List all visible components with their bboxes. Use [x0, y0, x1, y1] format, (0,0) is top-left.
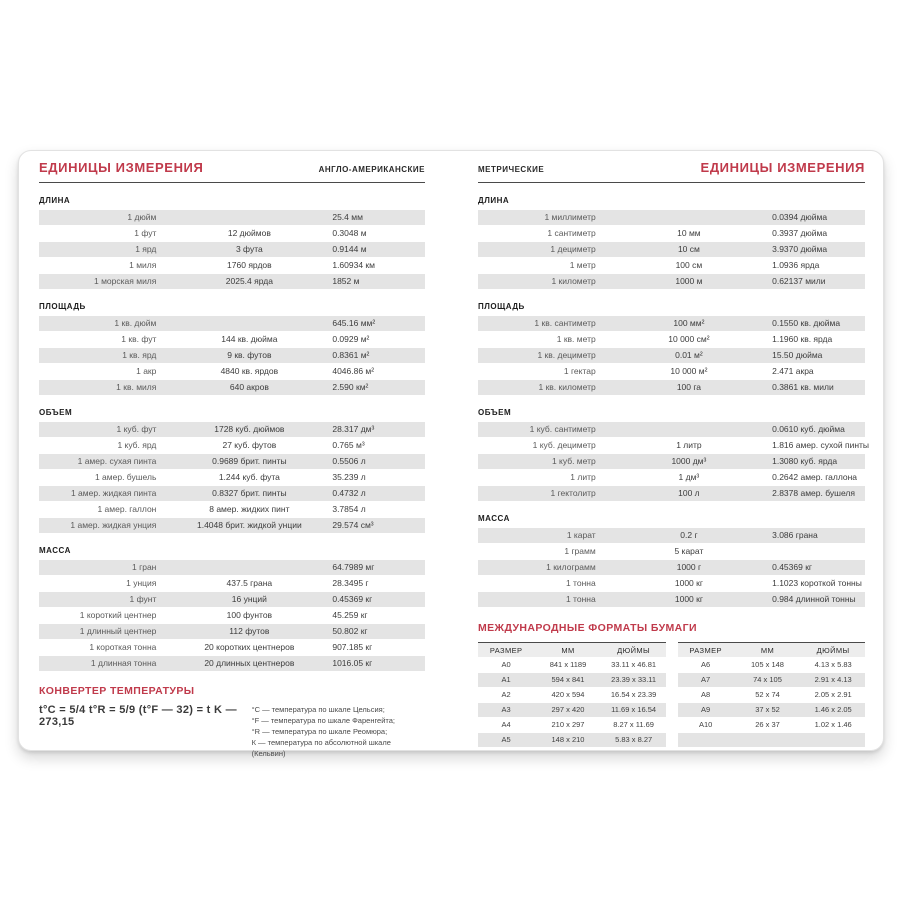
- table-cell: A10: [698, 720, 713, 729]
- table-cell: 1016.05 кг: [332, 658, 373, 668]
- section-heading: МАССА: [478, 514, 510, 523]
- table-row: [478, 592, 865, 607]
- table-row: [478, 332, 865, 347]
- table-cell: 1.0936 ярда: [772, 260, 820, 270]
- table-cell: 1.46 x 2.05: [814, 705, 852, 714]
- table-row: [39, 258, 425, 273]
- table-row: [39, 332, 425, 347]
- table-cell: 1.1023 короткой тонны: [772, 578, 862, 588]
- table-cell: 1 фунт: [129, 594, 157, 604]
- table-cell: 27 куб. футов: [222, 440, 277, 450]
- section-heading: ОБЪЕМ: [39, 408, 73, 417]
- conversion-table: [478, 422, 870, 501]
- table-cell: 1.244 куб. фута: [218, 472, 280, 482]
- table-row: [478, 454, 865, 469]
- table-cell: 1 литр: [676, 440, 702, 450]
- table-row: [39, 316, 425, 331]
- table-cell: 1 унция: [126, 578, 157, 588]
- table-cell: 640 акров: [229, 382, 269, 392]
- paper-formats-heading: МЕЖДУНАРОДНЫЕ ФОРМАТЫ БУМАГИ: [478, 622, 697, 634]
- right-sections: [478, 196, 870, 607]
- page-title: ЕДИНИЦЫ ИЗМЕРЕНИЯ: [39, 160, 204, 175]
- section-heading: ПЛОЩАДЬ: [478, 302, 525, 311]
- table-cell: [801, 733, 865, 747]
- table-cell: 1852 м: [332, 276, 360, 286]
- page-subtitle: АНГЛО-АМЕРИКАНСКИЕ: [318, 165, 425, 174]
- temperature-converter: [39, 685, 425, 759]
- table-cell: 3.9370 дюйма: [772, 244, 828, 254]
- reference-card: [18, 150, 884, 758]
- table-cell: 841 x 1189: [549, 660, 587, 669]
- column-header: ДЮЙМЫ: [617, 646, 651, 655]
- table-cell: 23.39 x 33.11: [611, 675, 657, 684]
- section-heading: ПЛОЩАДЬ: [39, 302, 86, 311]
- table-cell: 0.2642 амер. галлона: [772, 472, 858, 482]
- table-row: [478, 544, 865, 559]
- table-cell: 15.50 дюйма: [772, 350, 823, 360]
- table-cell: 1 кв. метр: [556, 334, 596, 344]
- table-cell: 10 см: [677, 244, 700, 254]
- table-row: [678, 733, 866, 747]
- table-row: [478, 316, 865, 331]
- table-row: [478, 470, 865, 485]
- table-cell: 0.3937 дюйма: [772, 228, 828, 238]
- table-row: [478, 438, 870, 453]
- table-row: [478, 673, 666, 687]
- table-cell: 8.27 x 11.69: [613, 720, 654, 729]
- conversion-table: [39, 210, 425, 289]
- table-row: [39, 454, 425, 469]
- table-cell: 20 длинных центнеров: [204, 658, 295, 668]
- paper-table-header: [478, 642, 666, 657]
- table-cell: 0.3048 м: [332, 228, 367, 238]
- section-heading: ДЛИНА: [39, 196, 71, 205]
- table-cell: 0.765 м³: [332, 440, 365, 450]
- table-cell: 4.13 x 5.83: [814, 660, 852, 669]
- table-cell: 1 тонна: [565, 594, 596, 604]
- table-cell: 0.984 длинной тонны: [772, 594, 856, 604]
- paper-formats: [478, 622, 865, 748]
- table-row: [39, 502, 425, 517]
- table-cell: 33.11 x 46.81: [611, 660, 657, 669]
- table-row: [478, 486, 865, 501]
- table-cell: 5 карат: [674, 546, 704, 556]
- table-cell: 1 кв. дюйм: [114, 318, 157, 328]
- table-row: [39, 624, 425, 639]
- table-cell: 64.7989 мг: [332, 562, 375, 572]
- left-page: [19, 151, 451, 758]
- conversion-table: [478, 528, 865, 607]
- table-cell: 0.45369 кг: [332, 594, 373, 604]
- table-row: [478, 348, 865, 363]
- table-cell: [166, 210, 332, 225]
- table-cell: 2.05 x 2.91: [814, 690, 852, 699]
- table-cell: 1 короткая тонна: [89, 642, 157, 652]
- table-row: [478, 242, 865, 257]
- table-cell: 1728 куб. дюймов: [214, 424, 285, 434]
- table-cell: 105 x 148: [751, 660, 784, 669]
- table-cell: 35.239 л: [332, 472, 366, 482]
- table-cell: 0.8327 брит. пинты: [212, 488, 287, 498]
- table-cell: 1 гектар: [563, 366, 596, 376]
- table-row: [39, 518, 425, 533]
- table-row: [478, 658, 666, 672]
- table-cell: 1 дюйм: [127, 212, 157, 222]
- table-cell: 0.45369 кг: [772, 562, 813, 572]
- table-row: [39, 576, 425, 591]
- table-cell: 37 x 52: [755, 705, 780, 714]
- table-cell: 1 миллиметр: [544, 212, 596, 222]
- table-cell: 10 000 м²: [670, 366, 708, 376]
- table-row: [39, 274, 425, 289]
- table-cell: 5.83 x 8.27: [615, 735, 653, 744]
- table-row: [39, 226, 425, 241]
- table-cell: 1 длинный центнер: [79, 626, 157, 636]
- table-cell: 8 амер. жидких пинт: [209, 504, 290, 514]
- table-cell: 1 амер. жидкая унция: [70, 520, 157, 530]
- table-cell: 1000 г: [676, 562, 702, 572]
- table-cell: 1 литр: [570, 472, 596, 482]
- section-heading: МАССА: [39, 546, 71, 555]
- section-heading: ОБЪЕМ: [478, 408, 512, 417]
- table-row: [39, 348, 425, 363]
- table-cell: 1 дм³: [678, 472, 700, 482]
- table-cell: 28.317 дм³: [332, 424, 375, 434]
- table-cell: 20 коротких центнеров: [204, 642, 295, 652]
- table-row: [478, 422, 865, 437]
- table-cell: A1: [501, 675, 511, 684]
- table-cell: 297 x 420: [551, 705, 585, 714]
- table-cell: 148 x 210: [551, 735, 585, 744]
- table-cell: 1 морская миля: [93, 276, 157, 286]
- table-cell: 1 кв. километр: [538, 382, 596, 392]
- table-cell: 1000 м: [675, 276, 703, 286]
- table-cell: [606, 422, 772, 437]
- conversion-table: [478, 316, 865, 395]
- table-cell: 1 километр: [551, 276, 596, 286]
- table-cell: 100 мм²: [673, 318, 705, 328]
- table-row: [39, 640, 425, 655]
- table-cell: 0.4732 л: [332, 488, 366, 498]
- table-cell: 1.3080 куб. ярда: [772, 456, 838, 466]
- temperature-notes: [244, 704, 425, 759]
- table-row: [39, 210, 425, 225]
- table-cell: 1 акр: [136, 366, 157, 376]
- table-cell: 52 x 74: [755, 690, 780, 699]
- table-cell: 9 кв. футов: [227, 350, 272, 360]
- table-cell: 1000 дм³: [671, 456, 707, 466]
- table-row: [39, 438, 425, 453]
- table-cell: 1 кв. миля: [116, 382, 157, 392]
- table-cell: A6: [701, 660, 711, 669]
- table-row: [678, 703, 866, 717]
- table-cell: 25.4 мм: [332, 212, 363, 222]
- conversion-table: [39, 422, 425, 533]
- table-row: [478, 528, 865, 543]
- left-page-header: [39, 160, 425, 183]
- table-cell: 1.816 амер. сухой пинты: [772, 440, 870, 450]
- table-cell: [734, 733, 802, 747]
- table-row: [478, 703, 666, 717]
- table-cell: 0.0610 куб. дюйма: [772, 424, 845, 434]
- table-cell: 29.574 см³: [332, 520, 374, 530]
- table-row: [478, 210, 865, 225]
- table-cell: 210 x 297: [551, 720, 585, 729]
- table-row: [478, 733, 666, 747]
- table-cell: A5: [501, 735, 511, 744]
- right-page: [451, 151, 883, 750]
- table-cell: 1 куб. фут: [116, 424, 157, 434]
- paper-format-tables: [478, 642, 865, 748]
- table-cell: 1 килограмм: [546, 562, 596, 572]
- table-cell: 16 унций: [231, 594, 267, 604]
- table-row: [39, 608, 425, 623]
- table-row: [678, 658, 866, 672]
- table-cell: A4: [501, 720, 511, 729]
- column-header: ММ: [561, 646, 575, 655]
- table-row: [39, 380, 425, 395]
- table-cell: 3.7854 л: [332, 504, 366, 514]
- table-cell: 1 длинная тонна: [90, 658, 157, 668]
- table-cell: 26 x 37: [755, 720, 780, 729]
- table-cell: 100 см: [675, 260, 703, 270]
- table-cell: 0.0929 м²: [332, 334, 370, 344]
- conversion-table: [39, 316, 425, 395]
- table-row: [39, 242, 425, 257]
- table-cell: 50.802 кг: [332, 626, 368, 636]
- table-cell: 0.2 г: [680, 530, 698, 540]
- table-cell: 45.259 кг: [332, 610, 368, 620]
- table-cell: 1 куб. ярд: [117, 440, 157, 450]
- table-cell: 3.086 грана: [772, 530, 818, 540]
- column-header: РАЗМЕР: [489, 646, 523, 655]
- table-cell: 1 миля: [129, 260, 157, 270]
- table-cell: 0.01 м²: [675, 350, 703, 360]
- table-row: [39, 470, 425, 485]
- table-row: [678, 718, 866, 732]
- left-sections: [39, 196, 425, 671]
- table-row: [39, 560, 425, 575]
- table-cell: 1 кв. ярд: [122, 350, 157, 360]
- column-header: ДЮЙМЫ: [816, 646, 850, 655]
- page-title: ЕДИНИЦЫ ИЗМЕРЕНИЯ: [700, 160, 865, 175]
- table-cell: 1 гектолитр: [550, 488, 596, 498]
- temperature-note: °R — температура по шкале Реомюра;: [251, 727, 388, 736]
- paper-format-table: [678, 642, 866, 748]
- table-cell: 1000 кг: [674, 594, 703, 604]
- table-cell: 437.5 грана: [226, 578, 273, 588]
- table-row: [478, 380, 865, 395]
- table-cell: 0.8361 м²: [332, 350, 370, 360]
- table-row: [678, 673, 866, 687]
- table-cell: 0.62137 мили: [772, 276, 826, 286]
- conversion-table: [478, 210, 865, 289]
- table-row: [478, 560, 865, 575]
- table-cell: 74 x 105: [753, 675, 782, 684]
- table-cell: 645.16 мм²: [332, 318, 376, 328]
- table-cell: 1 ярд: [135, 244, 157, 254]
- table-cell: [166, 316, 332, 331]
- table-cell: A2: [501, 690, 511, 699]
- table-cell: 1.1960 кв. ярда: [772, 334, 833, 344]
- table-cell: 0.0394 дюйма: [772, 212, 828, 222]
- table-cell: 1 куб. дециметр: [532, 440, 596, 450]
- table-cell: 1760 ярдов: [227, 260, 272, 270]
- table-cell: 1 амер. галлон: [97, 504, 157, 514]
- table-cell: 0.9144 м: [332, 244, 367, 254]
- table-cell: 16.54 x 23.39: [610, 690, 657, 699]
- table-cell: 2025.4 ярда: [225, 276, 273, 286]
- temperature-note: °C — температура по шкале Цельсия;: [251, 705, 385, 714]
- temperature-content: [39, 704, 425, 759]
- table-cell: 2.590 км²: [332, 382, 369, 392]
- table-cell: A7: [701, 675, 711, 684]
- table-cell: 1 грамм: [564, 546, 596, 556]
- column-header: ММ: [760, 646, 775, 655]
- table-cell: 144 кв. дюйма: [221, 334, 278, 344]
- table-cell: 907.185 кг: [332, 642, 373, 652]
- temperature-heading: КОНВЕРТЕР ТЕМПЕРАТУРЫ: [39, 685, 195, 697]
- table-cell: 1 дециметр: [550, 244, 596, 254]
- table-row: [478, 688, 666, 702]
- table-cell: 10 000 см²: [668, 334, 710, 344]
- table-cell: 1 амер. бушель: [94, 472, 157, 482]
- table-row: [678, 688, 866, 702]
- section-heading: ДЛИНА: [478, 196, 510, 205]
- table-cell: 1 кв. фут: [121, 334, 157, 344]
- table-cell: 0.5506 л: [332, 456, 366, 466]
- table-row: [478, 364, 865, 379]
- table-cell: 2.91 x 4.13: [814, 675, 852, 684]
- table-cell: 2.471 акра: [772, 366, 814, 376]
- table-cell: 1 тонна: [565, 578, 596, 588]
- table-cell: 0.1550 кв. дюйма: [772, 318, 841, 328]
- table-cell: 1 короткий центнер: [79, 610, 157, 620]
- table-cell: A3: [501, 705, 511, 714]
- table-row: [39, 486, 425, 501]
- table-cell: 11.69 x 16.54: [611, 705, 657, 714]
- table-row: [39, 656, 425, 671]
- table-cell: 1 куб. сантиметр: [529, 424, 596, 434]
- table-cell: 1 фут: [134, 228, 157, 238]
- table-row: [478, 576, 865, 591]
- table-cell: 420 x 594: [551, 690, 585, 699]
- table-cell: 10 мм: [677, 228, 701, 238]
- right-page-header: [478, 160, 865, 183]
- table-cell: A9: [701, 705, 711, 714]
- table-cell: 100 л: [678, 488, 700, 498]
- table-cell: 4046.86 м²: [332, 366, 375, 376]
- paper-table-header: [678, 642, 866, 657]
- table-cell: 1.02 x 1.46: [814, 720, 852, 729]
- table-row: [478, 274, 865, 289]
- table-cell: 0.3861 кв. мили: [772, 382, 834, 392]
- paper-format-table: [478, 642, 666, 748]
- table-cell: 4840 кв. ярдов: [220, 366, 279, 376]
- table-cell: 1 метр: [569, 260, 596, 270]
- table-cell: 100 га: [676, 382, 701, 392]
- table-row: [478, 718, 666, 732]
- table-cell: 1 карат: [566, 530, 596, 540]
- table-cell: 28.3495 г: [332, 578, 369, 588]
- table-cell: 1 кв. сантиметр: [534, 318, 596, 328]
- table-cell: 3 фута: [235, 244, 263, 254]
- table-cell: 594 x 841: [551, 675, 585, 684]
- table-cell: 1 амер. жидкая пинта: [70, 488, 157, 498]
- table-cell: [166, 560, 332, 575]
- table-cell: A0: [501, 660, 511, 669]
- table-cell: 1 куб. метр: [551, 456, 596, 466]
- table-cell: 1 кв. дециметр: [537, 350, 596, 360]
- table-cell: 1.60934 км: [332, 260, 375, 270]
- table-cell: A8: [701, 690, 711, 699]
- column-header: РАЗМЕР: [689, 646, 722, 655]
- temperature-formula: t°C = 5/4 t°R = 5/9 (t°F — 32) = t K — 273,15: [39, 704, 237, 728]
- page-subtitle: МЕТРИЧЕСКИЕ: [478, 165, 545, 174]
- table-cell: [678, 733, 734, 747]
- conversion-table: [39, 560, 425, 671]
- table-row: [478, 258, 865, 273]
- temperature-note: °F — температура по шкале Фаренгейта;: [251, 716, 396, 725]
- table-cell: 100 фунтов: [226, 610, 273, 620]
- table-row: [478, 226, 865, 241]
- table-cell: 0.9689 брит. пинты: [212, 456, 287, 466]
- table-row: [39, 592, 425, 607]
- table-cell: 1 сантиметр: [547, 228, 596, 238]
- table-row: [39, 364, 425, 379]
- table-cell: 1.4048 брит. жидкой унции: [196, 520, 302, 530]
- table-cell: 1 амер. сухая пинта: [77, 456, 157, 466]
- table-cell: [606, 210, 772, 225]
- table-cell: 12 дюймов: [227, 228, 271, 238]
- table-cell: 112 футов: [229, 626, 270, 636]
- table-row: [39, 422, 425, 437]
- table-cell: 2.8378 амер. бушеля: [772, 488, 855, 498]
- temperature-note: К — температура по абсолютной шкале (Кельвин): [251, 738, 391, 758]
- table-cell: 1 гран: [132, 562, 157, 572]
- table-cell: [772, 544, 865, 559]
- table-cell: 1000 кг: [674, 578, 703, 588]
